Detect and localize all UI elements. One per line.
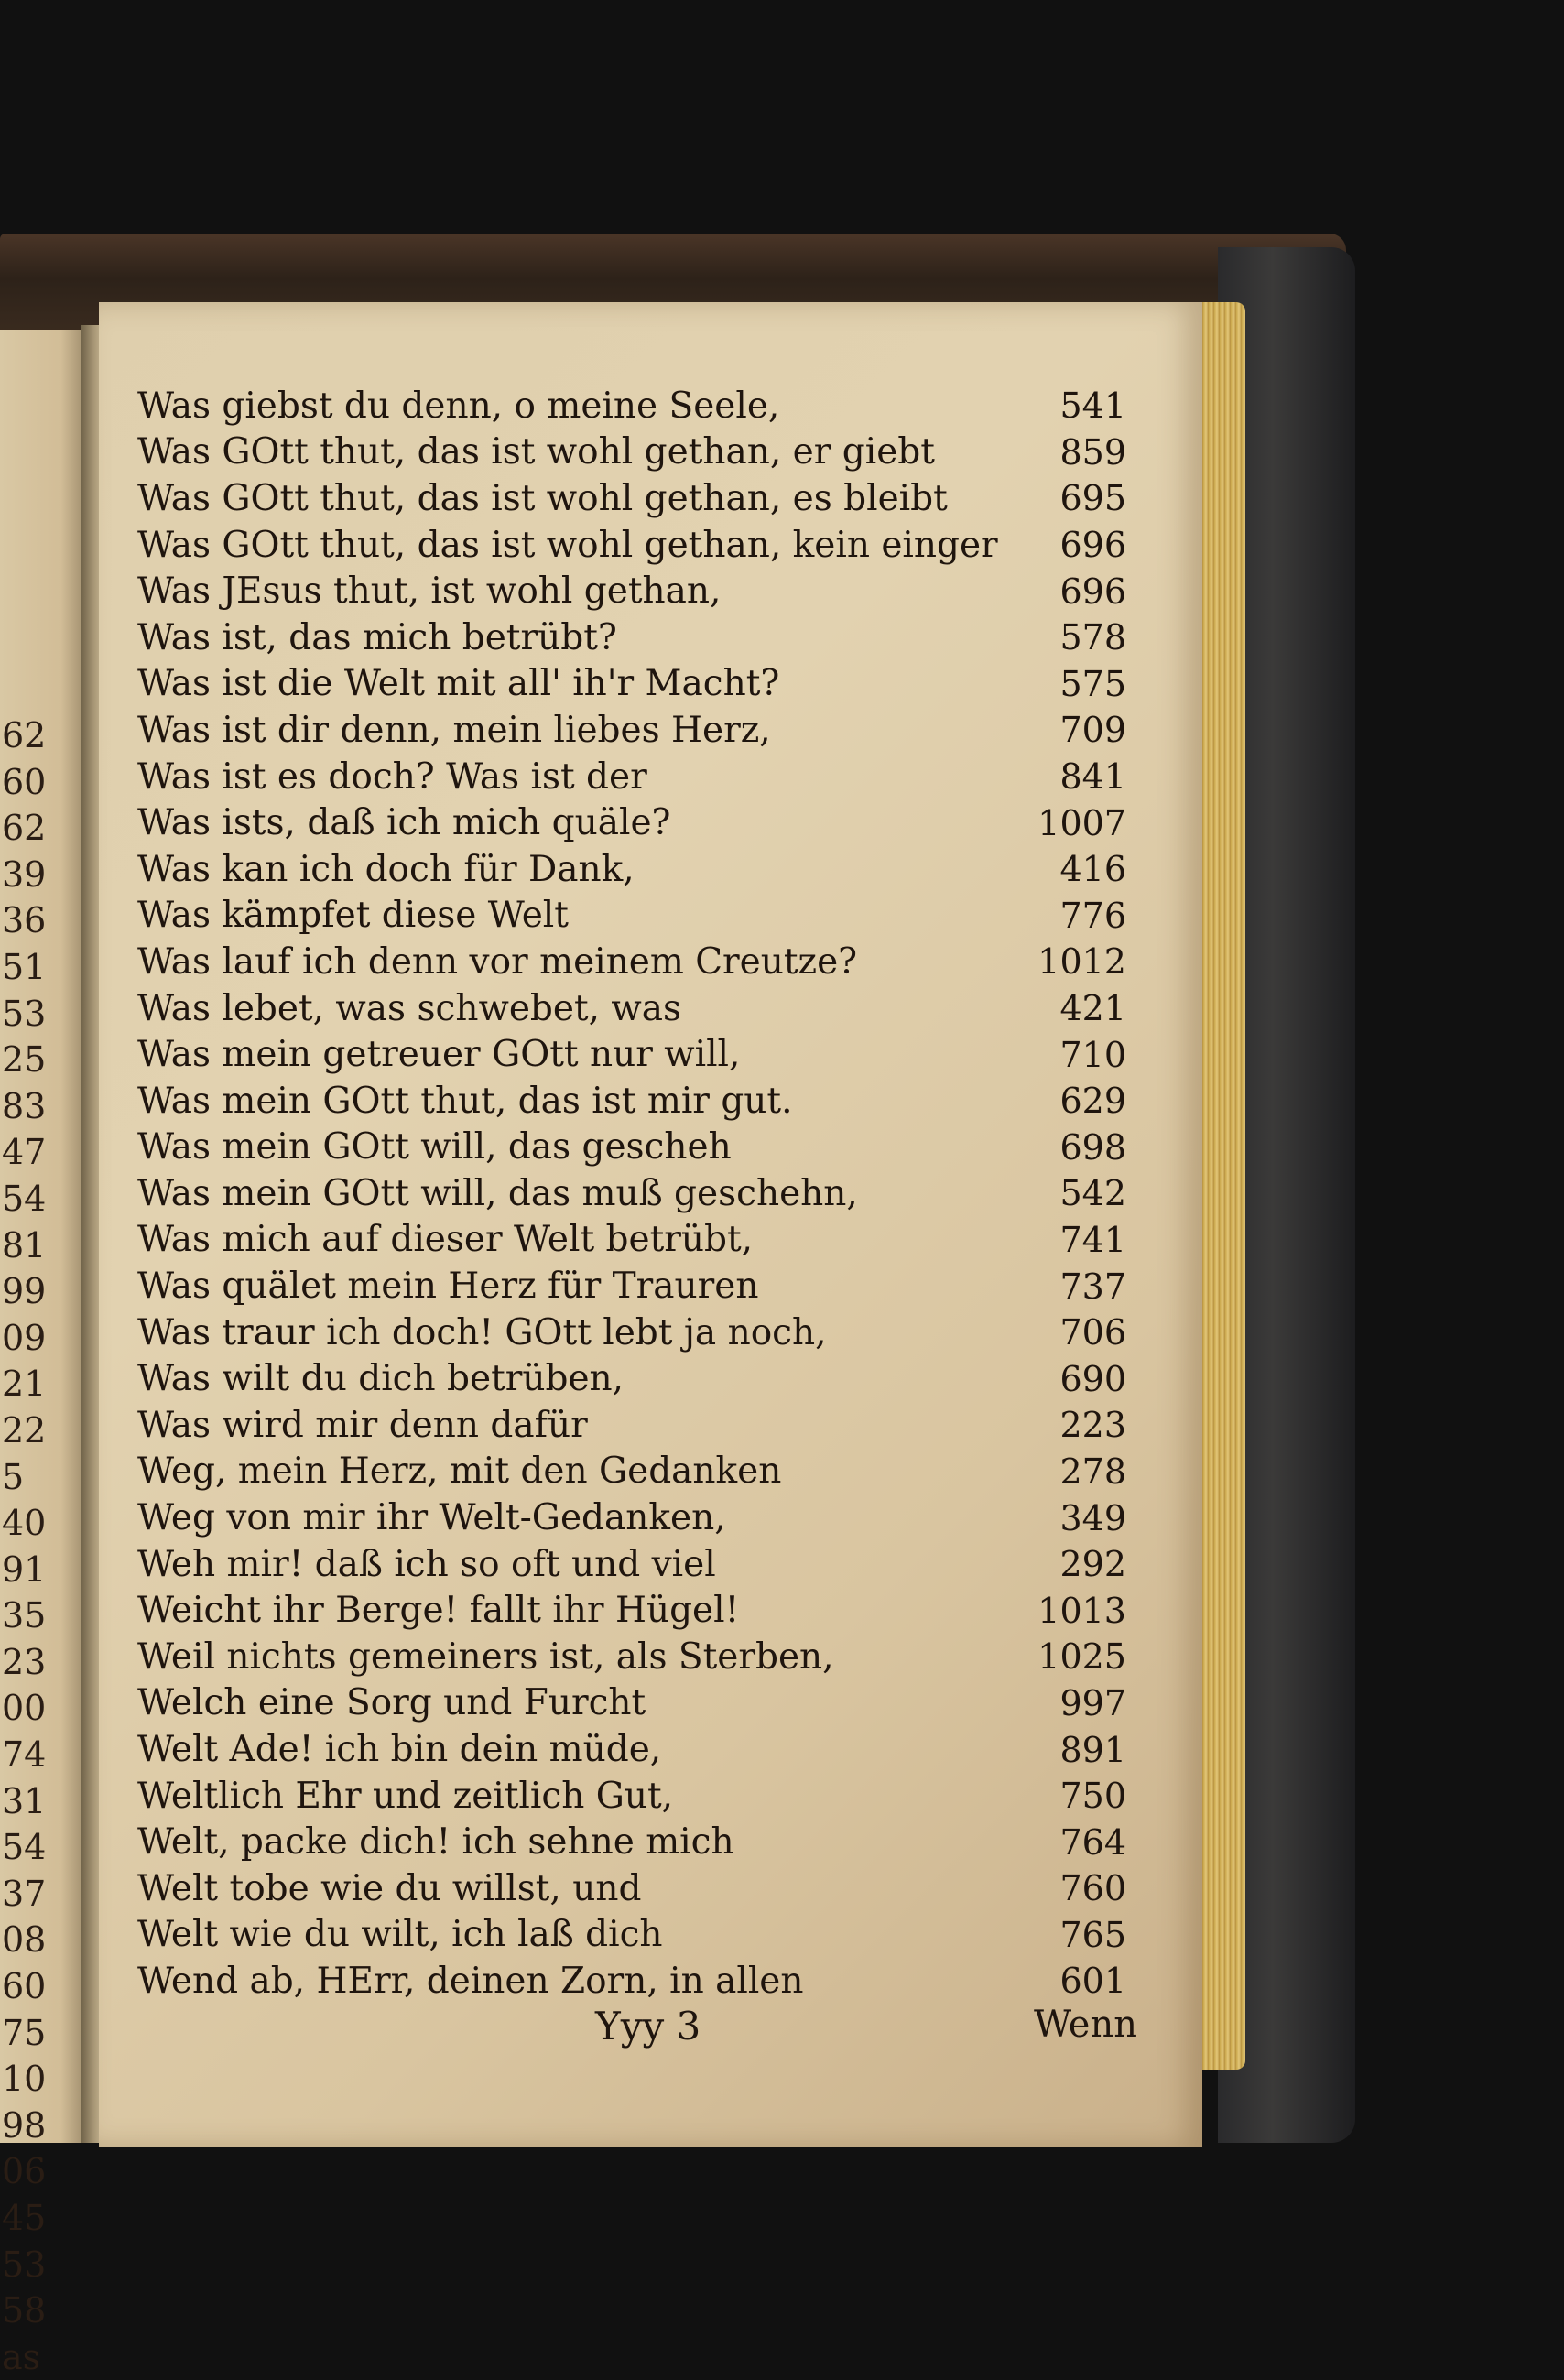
entry-first-line: Was lauf ich denn vor meinem Creutze?	[137, 940, 858, 983]
left-page-number: 99	[2, 1271, 47, 1312]
entry-first-line: Was giebst du denn, o meine Seele,	[137, 385, 780, 427]
left-page-number: 5	[2, 1456, 25, 1497]
entry-first-line: Was kämpfet diese Welt	[137, 895, 569, 937]
left-page-number: 23	[2, 1641, 47, 1682]
left-page-number: 62	[2, 715, 47, 755]
index-entry	[137, 429, 1126, 476]
left-page-number: 81	[2, 1224, 47, 1266]
left-page-number: 21	[2, 1364, 47, 1405]
left-page-number: 09	[2, 1317, 47, 1358]
entry-first-line: Was JEsus thut, ist wohl gethan,	[137, 571, 722, 613]
hymn-index-list	[137, 383, 1126, 2005]
entry-page-number: 690	[1059, 1358, 1126, 1399]
entry-page-number: 765	[1059, 1914, 1126, 1955]
left-page-number: 91	[2, 1549, 47, 1590]
entry-first-line: Was ist dir denn, mein liebes Herz,	[137, 709, 771, 751]
left-page-number: 53	[2, 2244, 47, 2285]
entry-first-line: Was lebet, was schwebet, was	[137, 987, 682, 1029]
entry-first-line: Wend ab, HErr, deinen Zorn, in allen	[137, 1960, 804, 2002]
entry-page-number: 696	[1059, 525, 1126, 566]
entry-page-number: 292	[1059, 1544, 1126, 1585]
index-entry	[137, 985, 1126, 1032]
signature-mark: Yyy 3	[595, 2004, 701, 2049]
entry-page-number: 741	[1059, 1219, 1126, 1260]
left-page-number: 22	[2, 1409, 47, 1451]
left-page-number: 00	[2, 1688, 47, 1729]
page-footer	[137, 2004, 1137, 2059]
index-entry	[137, 1310, 1126, 1356]
index-entry	[137, 1634, 1126, 1680]
entry-first-line: Was quälet mein Herz für Trauren	[137, 1266, 759, 1308]
index-entry	[137, 1263, 1126, 1310]
entry-first-line: Was traur ich doch! GOtt lebt ja noch,	[137, 1311, 827, 1353]
entry-first-line: Weh mir! daß ich so oft und viel	[137, 1543, 716, 1585]
left-page-number: 54	[2, 1178, 47, 1219]
entry-page-number: 349	[1059, 1497, 1126, 1538]
entry-page-number: 760	[1059, 1868, 1126, 1909]
left-page-number: 35	[2, 1595, 47, 1636]
entry-page-number: 776	[1059, 895, 1126, 936]
index-entry	[137, 614, 1126, 661]
entry-first-line: Was wilt du dich betrüben,	[137, 1358, 625, 1400]
entry-page-number: 698	[1059, 1126, 1126, 1168]
entry-page-number: 542	[1059, 1173, 1126, 1214]
index-entry	[137, 1587, 1126, 1634]
entry-page-number: 541	[1059, 386, 1126, 427]
left-page-number: 45	[2, 2198, 47, 2238]
entry-first-line: Was mein getreuer GOtt nur will,	[137, 1034, 741, 1076]
catchword: Wenn	[1033, 2004, 1137, 2046]
index-entry	[137, 1680, 1126, 1727]
index-entry	[137, 1958, 1126, 2005]
index-entry	[137, 1355, 1126, 1402]
entry-page-number: 1012	[1037, 941, 1126, 983]
entry-first-line: Was kan ich doch für Dank,	[137, 848, 635, 890]
index-entry	[137, 661, 1126, 708]
entry-first-line: Was mein GOtt will, das muß geschehn,	[137, 1172, 858, 1214]
left-page-number: 36	[2, 900, 47, 941]
entry-first-line: Was GOtt thut, das ist wohl gethan, kein einger	[137, 524, 998, 566]
entry-first-line: Was ists, daß ich mich quäle?	[137, 802, 671, 844]
entry-first-line: Welt tobe wie du willst, und	[137, 1867, 642, 1909]
entry-first-line: Weg von mir ihr Welt-Gedanken,	[137, 1497, 726, 1539]
index-entry	[137, 939, 1126, 985]
left-page-number: 60	[2, 761, 47, 802]
index-entry	[137, 799, 1126, 846]
index-entry	[137, 893, 1126, 940]
entry-page-number: 696	[1059, 571, 1126, 612]
left-page-number: 74	[2, 1734, 47, 1776]
entry-first-line: Was mein GOtt thut, das ist mir gut.	[137, 1080, 793, 1122]
left-page-number: 31	[2, 1780, 47, 1821]
index-entry	[137, 1541, 1126, 1588]
left-page-number: 10	[2, 2059, 47, 2100]
entry-page-number: 997	[1059, 1682, 1126, 1723]
left-page-number: 62	[2, 808, 47, 849]
entry-page-number: 1013	[1037, 1590, 1126, 1631]
entry-first-line: Was GOtt thut, das ist wohl gethan, es bleibt	[137, 477, 948, 519]
entry-first-line: Welt Ade! ich bin dein müde,	[137, 1729, 662, 1771]
entry-page-number: 706	[1059, 1312, 1126, 1353]
left-page-number: 37	[2, 1873, 47, 1914]
entry-first-line: Was GOtt thut, das ist wohl gethan, er giebt	[137, 431, 935, 473]
left-page-number: 60	[2, 1966, 47, 2007]
left-page-number: 40	[2, 1503, 47, 1544]
entry-first-line: Was mein GOtt will, das gescheh	[137, 1126, 732, 1168]
index-entry	[137, 522, 1126, 569]
entry-page-number: 421	[1059, 988, 1126, 1029]
index-entry	[137, 1125, 1126, 1171]
entry-first-line: Was ist es doch? Was ist der	[137, 755, 647, 798]
index-entry	[137, 1217, 1126, 1264]
index-entry	[137, 1402, 1126, 1449]
entry-page-number: 841	[1059, 756, 1126, 798]
entry-first-line: Was ist, das mich betrübt?	[137, 616, 617, 658]
entry-page-number: 859	[1059, 431, 1126, 473]
left-page-number: 58	[2, 2290, 47, 2331]
entry-first-line: Was mich auf dieser Welt betrübt,	[137, 1219, 754, 1261]
entry-page-number: 737	[1059, 1266, 1126, 1307]
index-entry	[137, 1449, 1126, 1495]
entry-first-line: Weil nichts gemeiners ist, als Sterben,	[137, 1636, 834, 1678]
left-page-number: 54	[2, 1827, 47, 1868]
left-page-number: as	[2, 2336, 41, 2377]
left-page-numbers	[0, 712, 64, 2380]
entry-page-number: 416	[1059, 849, 1126, 890]
left-page	[0, 330, 87, 2377]
entry-first-line: Was wird mir denn dafür	[137, 1404, 588, 1446]
entry-page-number: 575	[1059, 663, 1126, 704]
index-entry	[137, 1865, 1126, 1912]
index-entry	[137, 1773, 1126, 1820]
index-entry	[137, 754, 1126, 800]
index-entry	[137, 1726, 1126, 1773]
entry-first-line: Welt, packe dich! ich sehne mich	[137, 1821, 734, 1864]
entry-page-number: 750	[1059, 1776, 1126, 1817]
left-page-number: 47	[2, 1132, 47, 1173]
entry-page-number: 1007	[1037, 802, 1126, 843]
entry-first-line: Weicht ihr Berge! fallt ihr Hügel!	[137, 1590, 740, 1632]
left-page-number: 51	[2, 946, 47, 987]
entry-first-line: Welt wie du wilt, ich laß dich	[137, 1914, 663, 1956]
index-entry	[137, 1819, 1126, 1865]
left-page-number: 53	[2, 993, 47, 1034]
entry-page-number: 278	[1059, 1451, 1126, 1492]
left-page-number: 08	[2, 1919, 47, 1961]
left-page-number: 06	[2, 2151, 47, 2192]
entry-page-number: 601	[1059, 1961, 1126, 2002]
entry-page-number: 710	[1059, 1034, 1126, 1075]
entry-page-number: 578	[1059, 617, 1126, 658]
index-entry	[137, 1031, 1126, 1078]
index-entry	[137, 1170, 1126, 1217]
entry-page-number: 1025	[1037, 1636, 1126, 1678]
entry-page-number: 629	[1059, 1081, 1126, 1122]
index-entry	[137, 1494, 1126, 1541]
left-page-number: 25	[2, 1039, 47, 1081]
entry-first-line: Welch eine Sorg und Furcht	[137, 1682, 646, 1724]
left-page-number: 39	[2, 853, 47, 895]
index-entry	[137, 475, 1126, 522]
index-entry	[137, 846, 1126, 893]
left-page-number: 75	[2, 2012, 47, 2053]
entry-page-number: 223	[1059, 1405, 1126, 1446]
left-page-number: 98	[2, 2104, 47, 2146]
entry-first-line: Weltlich Ehr und zeitlich Gut,	[137, 1775, 674, 1817]
index-entry	[137, 568, 1126, 614]
index-entry	[137, 1078, 1126, 1125]
entry-page-number: 764	[1059, 1821, 1126, 1863]
entry-first-line: Weg, mein Herz, mit den Gedanken	[137, 1451, 782, 1493]
index-entry	[137, 383, 1126, 429]
index-entry	[137, 1912, 1126, 1959]
index-entry	[137, 707, 1126, 754]
left-page-number: 83	[2, 1085, 47, 1126]
entry-first-line: Was ist die Welt mit all' ih'r Macht?	[137, 663, 780, 705]
entry-page-number: 709	[1059, 710, 1126, 751]
entry-page-number: 695	[1059, 478, 1126, 519]
entry-page-number: 891	[1059, 1729, 1126, 1770]
